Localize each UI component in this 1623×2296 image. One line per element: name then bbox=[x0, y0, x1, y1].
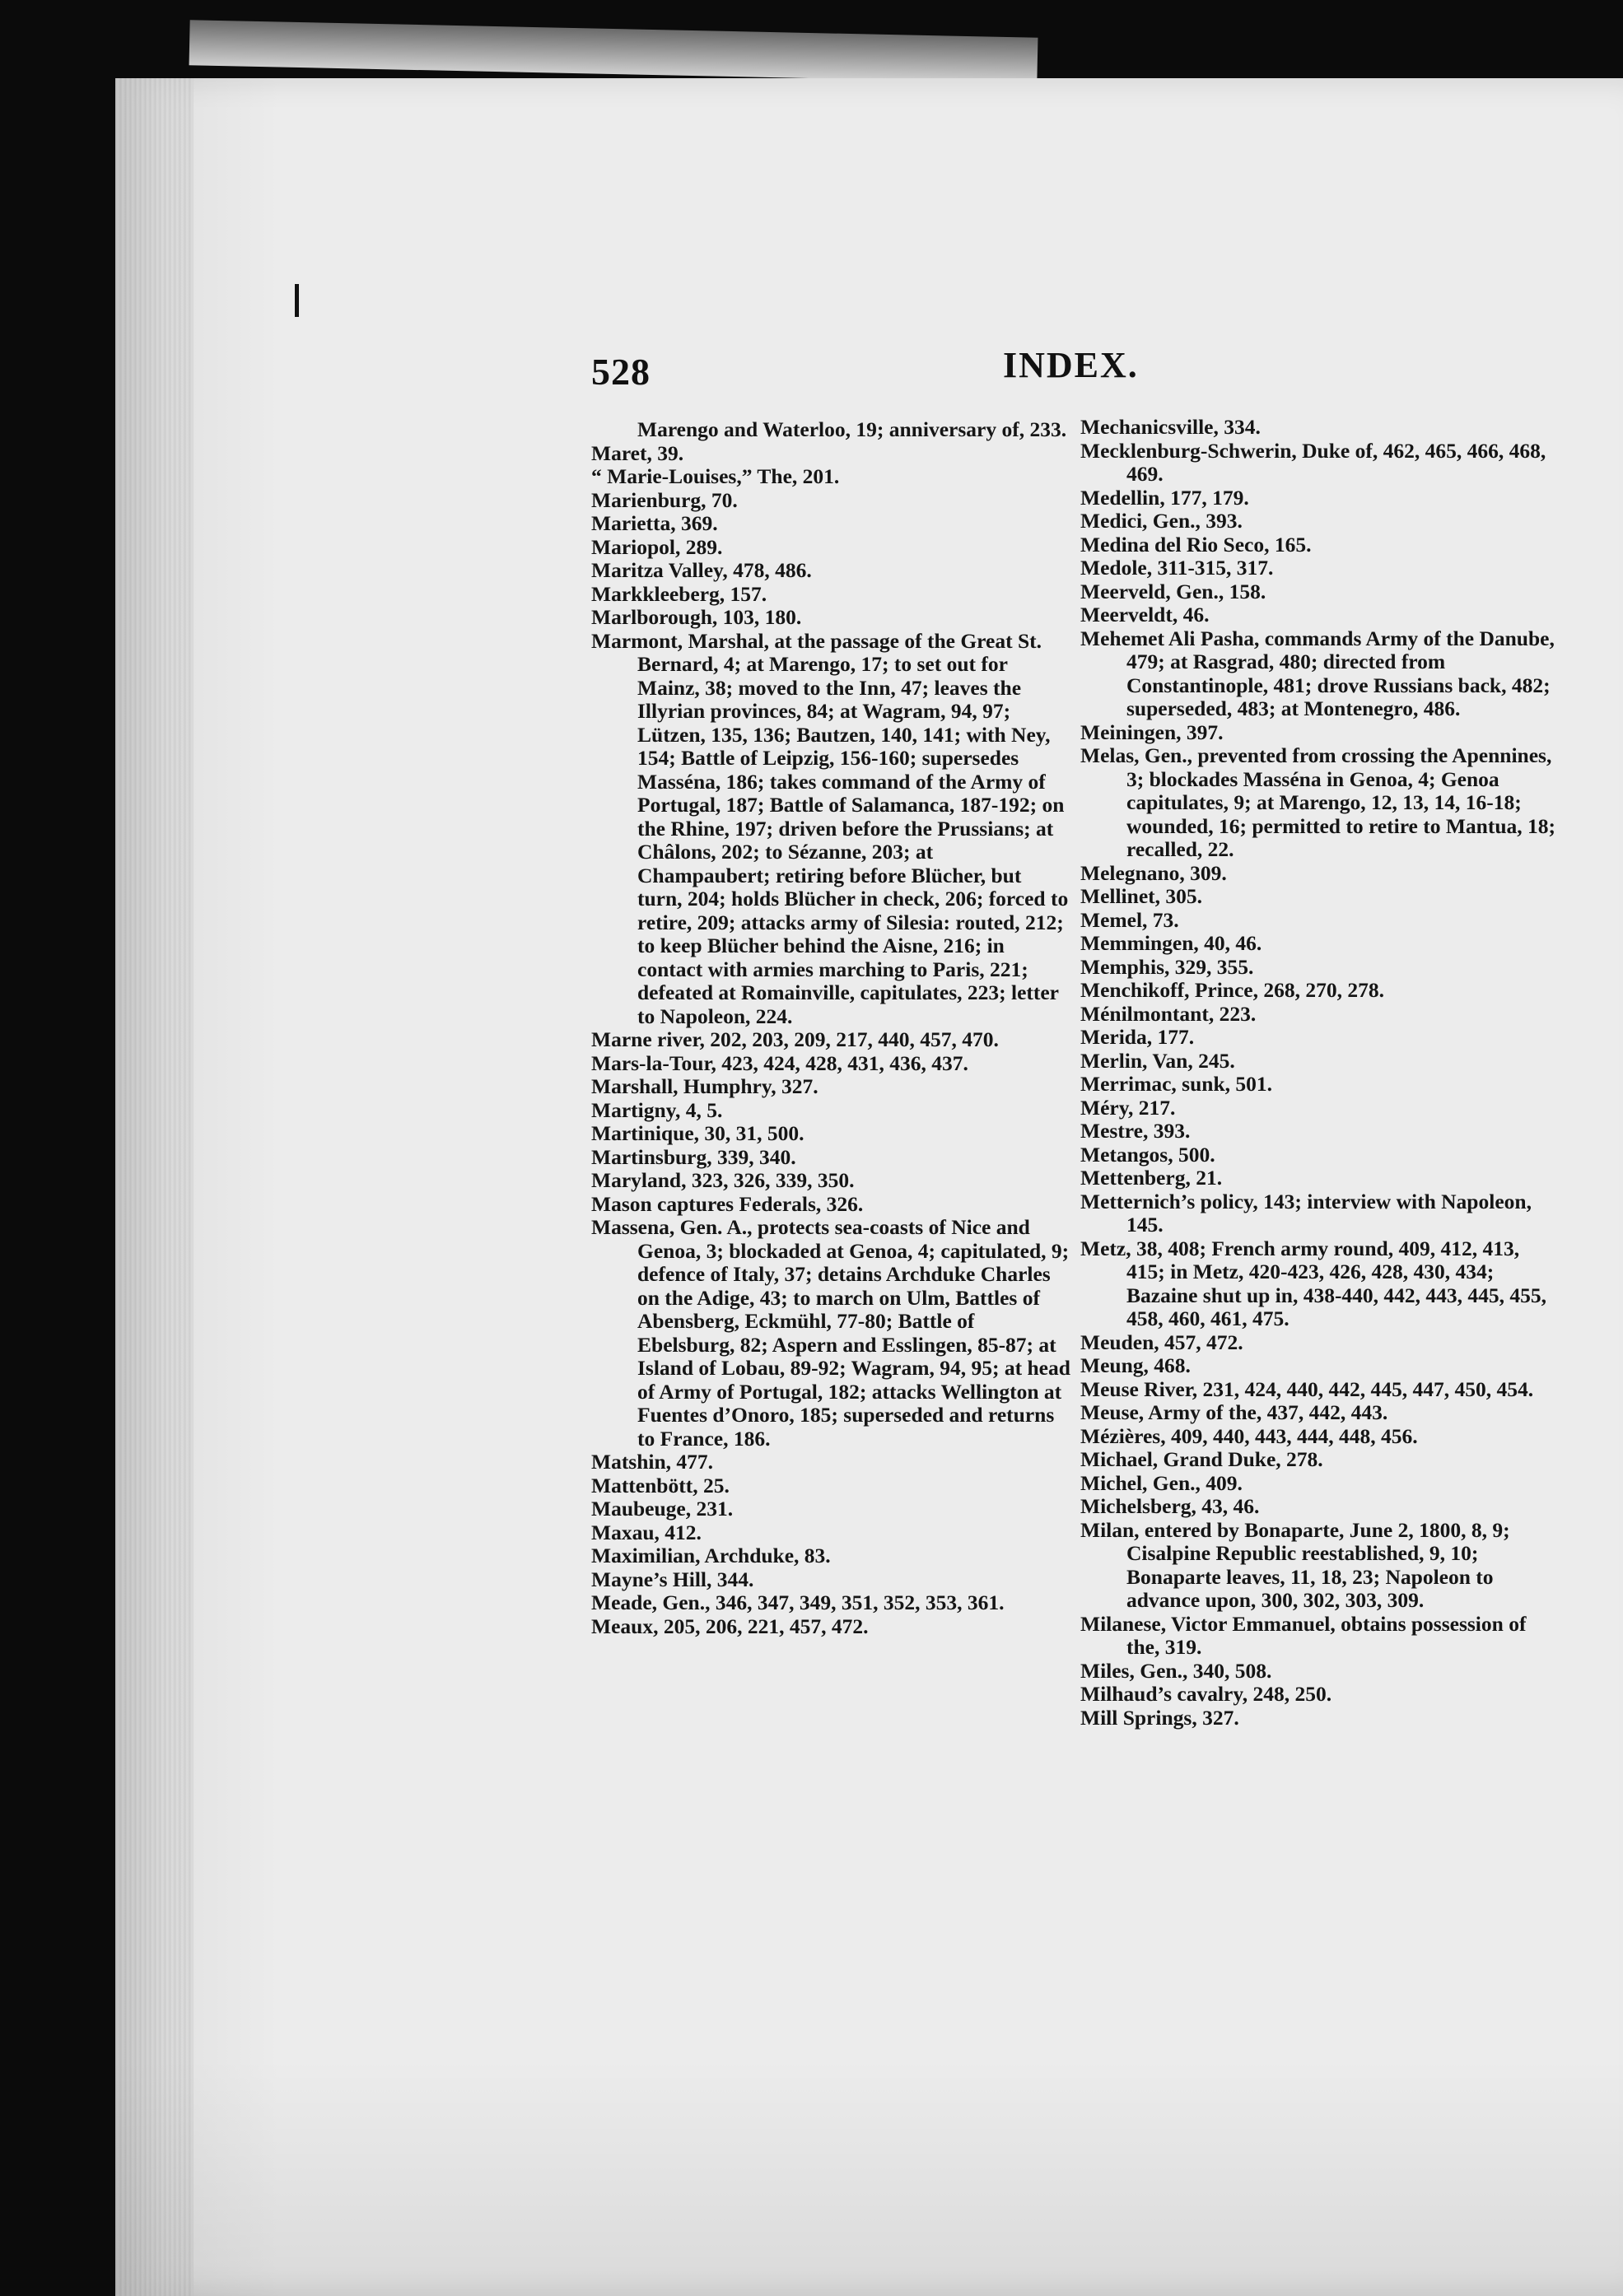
index-entry: Mayne’s Hill, 344. bbox=[591, 1567, 754, 1591]
index-entry: Mariopol, 289. bbox=[591, 534, 723, 559]
index-entry: Marietta, 369. bbox=[591, 511, 718, 535]
index-entry: Memmingen, 40, 46. bbox=[1080, 931, 1262, 955]
index-column-right bbox=[1080, 416, 1560, 1730]
index-entry: Meerveld, Gen., 158. bbox=[1080, 579, 1266, 603]
index-entry: Meerveldt, 46. bbox=[1080, 603, 1210, 626]
index-entry: Maritza Valley, 478, 486. bbox=[591, 558, 812, 582]
index-entry: Metz, 38, 408; French army round, 409, 412, 413, 415; in Metz, 420-423, 426, 428, 430, 434; Bazaine shut up in, 438-440, 442, 443, 445, 455, 458, 460, 461, 475. bbox=[1080, 1236, 1547, 1330]
index-entry: Marienburg, 70. bbox=[591, 487, 738, 512]
index-entry: Marshall, Humphry, 327. bbox=[591, 1074, 818, 1098]
margin-mark bbox=[295, 284, 299, 317]
index-entry: Meuden, 457, 472. bbox=[1080, 1330, 1243, 1354]
book-top-edge bbox=[189, 20, 1038, 83]
index-entry: Memphis, 329, 355. bbox=[1080, 954, 1254, 979]
index-entry: Mettenberg, 21. bbox=[1080, 1166, 1223, 1190]
index-entry: Memel, 73. bbox=[1080, 907, 1179, 932]
index-entry: Maryland, 323, 326, 339, 350. bbox=[591, 1168, 855, 1192]
index-entry: Mecklenburg-Schwerin, Duke of, 462, 465, 466, 468, 469. bbox=[1080, 438, 1546, 486]
index-entry: Massena, Gen. A., protects sea-coasts of Nice and Genoa, 3; blockaded at Genoa, 4; capitulated, 9; defence of Italy, 37; detains Archduke Charles on the Adige, 43; to march on Ulm, Battles of Abensberg, Eckmühl, 77-80; Battle of Ebelsburg, 82; Aspern and Esslingen, 85-87; at Island of Lobau, 89-92; Wagram, 94, 95; at head of Army of Portugal, 182; attacks Wellington at Fuentes d’Onoro, 185; superseded and returns to France, 186. bbox=[591, 1215, 1070, 1451]
index-entry: Marengo and Waterloo, 19; anniversary of, 233. bbox=[637, 417, 1067, 441]
index-entry: Martinsburg, 339, 340. bbox=[591, 1144, 796, 1169]
page-shadow bbox=[115, 2058, 1623, 2296]
index-entry: Matshin, 477. bbox=[591, 1450, 714, 1474]
index-entry: Méry, 217. bbox=[1080, 1095, 1176, 1120]
index-entry: Milan, entered by Bonaparte, June 2, 1800, 8, 9; Cisalpine Republic reestablished, 9, 10; Bonaparte leaves, 11, 18, 23; Napoleon to advance upon, 300, 302, 303, 309. bbox=[1080, 1517, 1510, 1612]
index-entry: Medellin, 177, 179. bbox=[1080, 485, 1249, 510]
index-entry: Melegnano, 309. bbox=[1080, 860, 1227, 885]
index-entry: Merlin, Van, 245. bbox=[1080, 1048, 1235, 1073]
index-entry: Milhaud’s cavalry, 248, 250. bbox=[1080, 1682, 1332, 1706]
index-entry: Martinique, 30, 31, 500. bbox=[591, 1121, 805, 1145]
index-entry: Medici, Gen., 393. bbox=[1080, 509, 1243, 533]
index-entry: Merrimac, sunk, 501. bbox=[1080, 1072, 1273, 1096]
index-entry: “ Marie-Louises,” The, 201. bbox=[591, 464, 840, 488]
index-entry: Meung, 468. bbox=[1080, 1353, 1191, 1377]
index-entry: Mill Springs, 327. bbox=[1080, 1705, 1239, 1730]
page-heading: INDEX. bbox=[1003, 345, 1139, 385]
index-entry: Metternich’s policy, 143; interview with Napoleon, 145. bbox=[1080, 1189, 1532, 1236]
index-entry: Merida, 177. bbox=[1080, 1025, 1195, 1049]
index-entry: Meiningen, 397. bbox=[1080, 720, 1224, 744]
index-entry: Mattenbött, 25. bbox=[591, 1473, 730, 1497]
index-entry: Mars-la-Tour, 423, 424, 428, 431, 436, 437. bbox=[591, 1050, 968, 1075]
index-entry: Mechanicsville, 334. bbox=[1080, 415, 1261, 439]
index-entry: Menchikoff, Prince, 268, 270, 278. bbox=[1080, 978, 1384, 1002]
index-entry: Marne river, 202, 203, 209, 217, 440, 457, 470. bbox=[591, 1027, 999, 1051]
page-stack-edge bbox=[115, 78, 194, 2296]
index-entry: Markkleeberg, 157. bbox=[591, 581, 767, 606]
index-entry: Mellinet, 305. bbox=[1080, 884, 1203, 908]
index-entry: Meuse River, 231, 424, 440, 442, 445, 447, 450, 454. bbox=[1080, 1376, 1534, 1401]
index-entry: Miles, Gen., 340, 508. bbox=[1080, 1658, 1272, 1683]
index-entry: Maubeuge, 231. bbox=[591, 1497, 734, 1521]
index-entry: Medole, 311-315, 317. bbox=[1080, 556, 1274, 580]
index-entry: Mason captures Federals, 326. bbox=[591, 1191, 864, 1216]
index-entry: Maximilian, Archduke, 83. bbox=[591, 1544, 831, 1567]
page-number: 528 bbox=[591, 351, 651, 393]
index-entry: Michel, Gen., 409. bbox=[1080, 1470, 1243, 1495]
index-entry: Marlborough, 103, 180. bbox=[591, 605, 802, 629]
index-entry: Martigny, 4, 5. bbox=[591, 1097, 723, 1122]
index-entry: Maxau, 412. bbox=[591, 1520, 702, 1544]
index-entry: Melas, Gen., prevented from crossing the Apennines, 3; blockades Masséna in Genoa, 4; Genoa capitulates, 9; at Marengo, 12, 13, 14, 16-18; wounded, 16; permitted to retire to Mantua, 18; recalled, 22. bbox=[1080, 743, 1556, 861]
index-column-left bbox=[591, 418, 1070, 1638]
index-entry: Meade, Gen., 346, 347, 349, 351, 352, 353, 361. bbox=[591, 1590, 1005, 1614]
index-entry: Medina del Rio Seco, 165. bbox=[1080, 532, 1312, 557]
index-entry: Marmont, Marshal, at the passage of the Great St. Bernard, 4; at Marengo, 17; to set out for Mainz, 38; moved to the Inn, 47; leaves the Illyrian provinces, 84; at Wagram, 94, 97; Lützen, 135, 136; Bautzen, 140, 141; with Ney, 154; Battle of Leipzig, 156-160; supersedes Masséna, 186; takes command of the Army of Portugal, 187; Battle of Salamanca, 187-192; on the Rhine, 197; driven before the Prussians; at Châlons, 202; to Sézanne, 203; at Champaubert; retiring before Blücher, but turn, 204; holds Blücher in check, 206; forced to retire, 209; attacks army of Silesia: routed, 212; to keep Blücher behind the Aisne, 216; in contact with armies marching to Paris, 221; defeated at Romainville, capitulates, 223; letter to Napoleon, 224. bbox=[591, 628, 1069, 1028]
index-entry: Mézières, 409, 440, 443, 444, 448, 456. bbox=[1080, 1423, 1418, 1448]
index-entry: Maret, 39. bbox=[591, 440, 684, 465]
index-entry: Meaux, 205, 206, 221, 457, 472. bbox=[591, 1614, 869, 1638]
index-entry: Ménilmontant, 223. bbox=[1080, 1001, 1257, 1026]
index-entry: Michelsberg, 43, 46. bbox=[1080, 1494, 1260, 1518]
index-entry: Metangos, 500. bbox=[1080, 1142, 1215, 1167]
index-entry: Michael, Grand Duke, 278. bbox=[1080, 1447, 1323, 1471]
index-entry: Mestre, 393. bbox=[1080, 1119, 1191, 1143]
index-entry: Milanese, Victor Emmanuel, obtains possession of the, 319. bbox=[1080, 1611, 1527, 1659]
index-entry: Meuse, Army of the, 437, 442, 443. bbox=[1080, 1400, 1388, 1424]
index-entry: Mehemet Ali Pasha, commands Army of the Danube, 479; at Rasgrad, 480; directed from Constantinople, 481; drove Russians back, 482; superseded, 483; at Montenegro, 486. bbox=[1080, 626, 1555, 720]
